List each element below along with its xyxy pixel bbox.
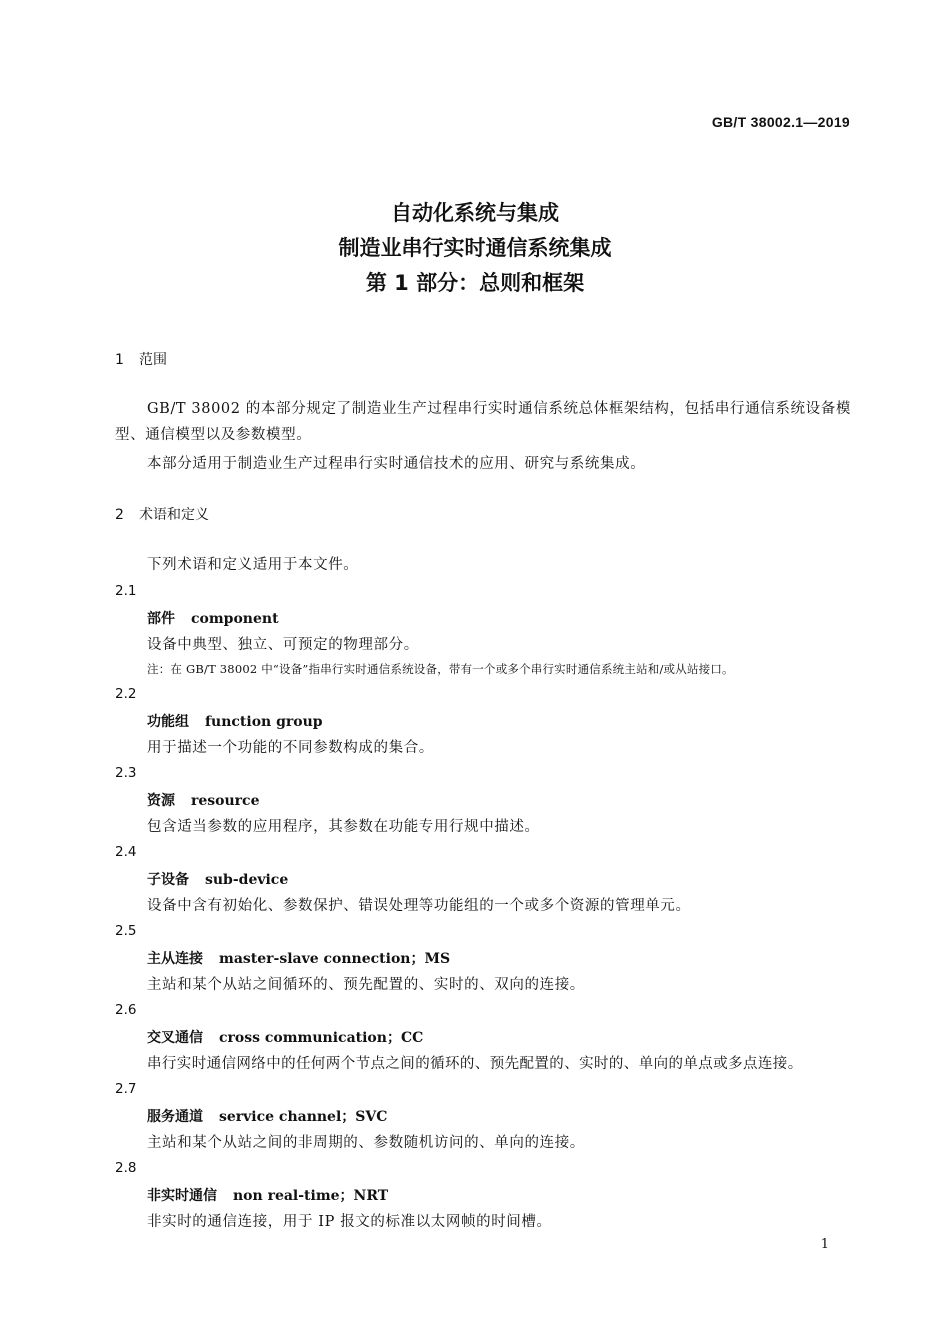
term-en: component xyxy=(191,611,279,627)
term-definition: 设备中含有初始化、参数保护、错误处理等功能组的一个或多个资源的管理单元。 xyxy=(147,898,691,914)
term-number: 2.7 xyxy=(115,1081,137,1097)
term-heading xyxy=(147,711,323,731)
scope-paragraph-2: 本部分适用于制造业生产过程串行实时通信技术的应用、研究与系统集成。 xyxy=(147,456,646,472)
term-zh: 非实时通信 xyxy=(147,1188,217,1204)
term-definition: 用于描述一个功能的不同参数构成的集合。 xyxy=(147,740,434,756)
title-line-3: 第 1 部分：总则和框架 xyxy=(365,271,585,295)
section-2-heading xyxy=(115,504,209,524)
term-heading xyxy=(147,608,279,628)
term-en: service channel；SVC xyxy=(219,1109,388,1125)
term-number: 2.2 xyxy=(115,686,137,702)
term-heading xyxy=(147,1185,388,1205)
term-zh: 主从连接 xyxy=(147,951,203,967)
term-en: cross communication；CC xyxy=(219,1030,424,1046)
term-definition: 包含适当参数的应用程序，其参数在功能专用行规中描述。 xyxy=(147,819,540,835)
term-heading xyxy=(147,790,260,810)
term-definition: 主站和某个从站之间循环的、预先配置的、实时的、双向的连接。 xyxy=(147,977,585,993)
title-line-1: 自动化系统与集成 xyxy=(391,201,559,225)
section-number: 2 xyxy=(115,507,124,523)
term-number: 2.5 xyxy=(115,923,137,939)
term-en: master-slave connection；MS xyxy=(219,951,451,967)
term-heading xyxy=(147,948,450,968)
term-en: sub-device xyxy=(205,872,289,888)
page-number: 1 xyxy=(820,1237,829,1252)
term-number: 2.4 xyxy=(115,844,137,860)
terms-intro: 下列术语和定义适用于本文件。 xyxy=(147,557,359,573)
term-definition: 非实时的通信连接，用于 IP 报文的标准以太网帧的时间槽。 xyxy=(147,1214,552,1230)
term-heading xyxy=(147,869,288,889)
term-zh: 功能组 xyxy=(147,714,189,730)
term-en: function group xyxy=(205,714,323,730)
section-title: 术语和定义 xyxy=(139,507,209,523)
document-title xyxy=(0,196,950,301)
section-number: 1 xyxy=(115,352,124,368)
term-zh: 交叉通信 xyxy=(147,1030,203,1046)
term-note: 注：在 GB/T 38002 中“设备”指串行实时通信系统设备，带有一个或多个串行实时通信系统主站和/或从站接口。 xyxy=(147,662,734,676)
term-number: 2.1 xyxy=(115,583,137,599)
term-heading xyxy=(147,1027,423,1047)
term-number: 2.3 xyxy=(115,765,137,781)
term-definition: 主站和某个从站之间的非周期的、参数随机访问的、单向的连接。 xyxy=(147,1135,585,1151)
term-zh: 子设备 xyxy=(147,872,189,888)
term-heading xyxy=(147,1106,387,1126)
term-number: 2.8 xyxy=(115,1160,137,1176)
title-line-2: 制造业串行实时通信系统集成 xyxy=(338,236,612,260)
term-zh: 部件 xyxy=(147,611,175,627)
term-en: non real-time；NRT xyxy=(233,1188,389,1204)
term-zh: 资源 xyxy=(147,793,175,809)
term-definition: 设备中典型、独立、可预定的物理部分。 xyxy=(147,637,419,653)
term-en: resource xyxy=(191,793,260,809)
section-1-heading xyxy=(115,349,167,369)
term-zh: 服务通道 xyxy=(147,1109,203,1125)
section-title: 范围 xyxy=(139,352,167,368)
scope-paragraph-1: GB/T 38002 的本部分规定了制造业生产过程串行实时通信系统总体框架结构，包括串行通信系统设备模型、通信模型以及参数模型。 xyxy=(115,401,851,443)
term-number: 2.6 xyxy=(115,1002,137,1018)
standard-code: GB/T 38002.1—2019 xyxy=(711,114,850,130)
term-definition: 串行实时通信网络中的任何两个节点之间的循环的、预先配置的、实时的、单向的单点或多点连接。 xyxy=(147,1056,803,1072)
